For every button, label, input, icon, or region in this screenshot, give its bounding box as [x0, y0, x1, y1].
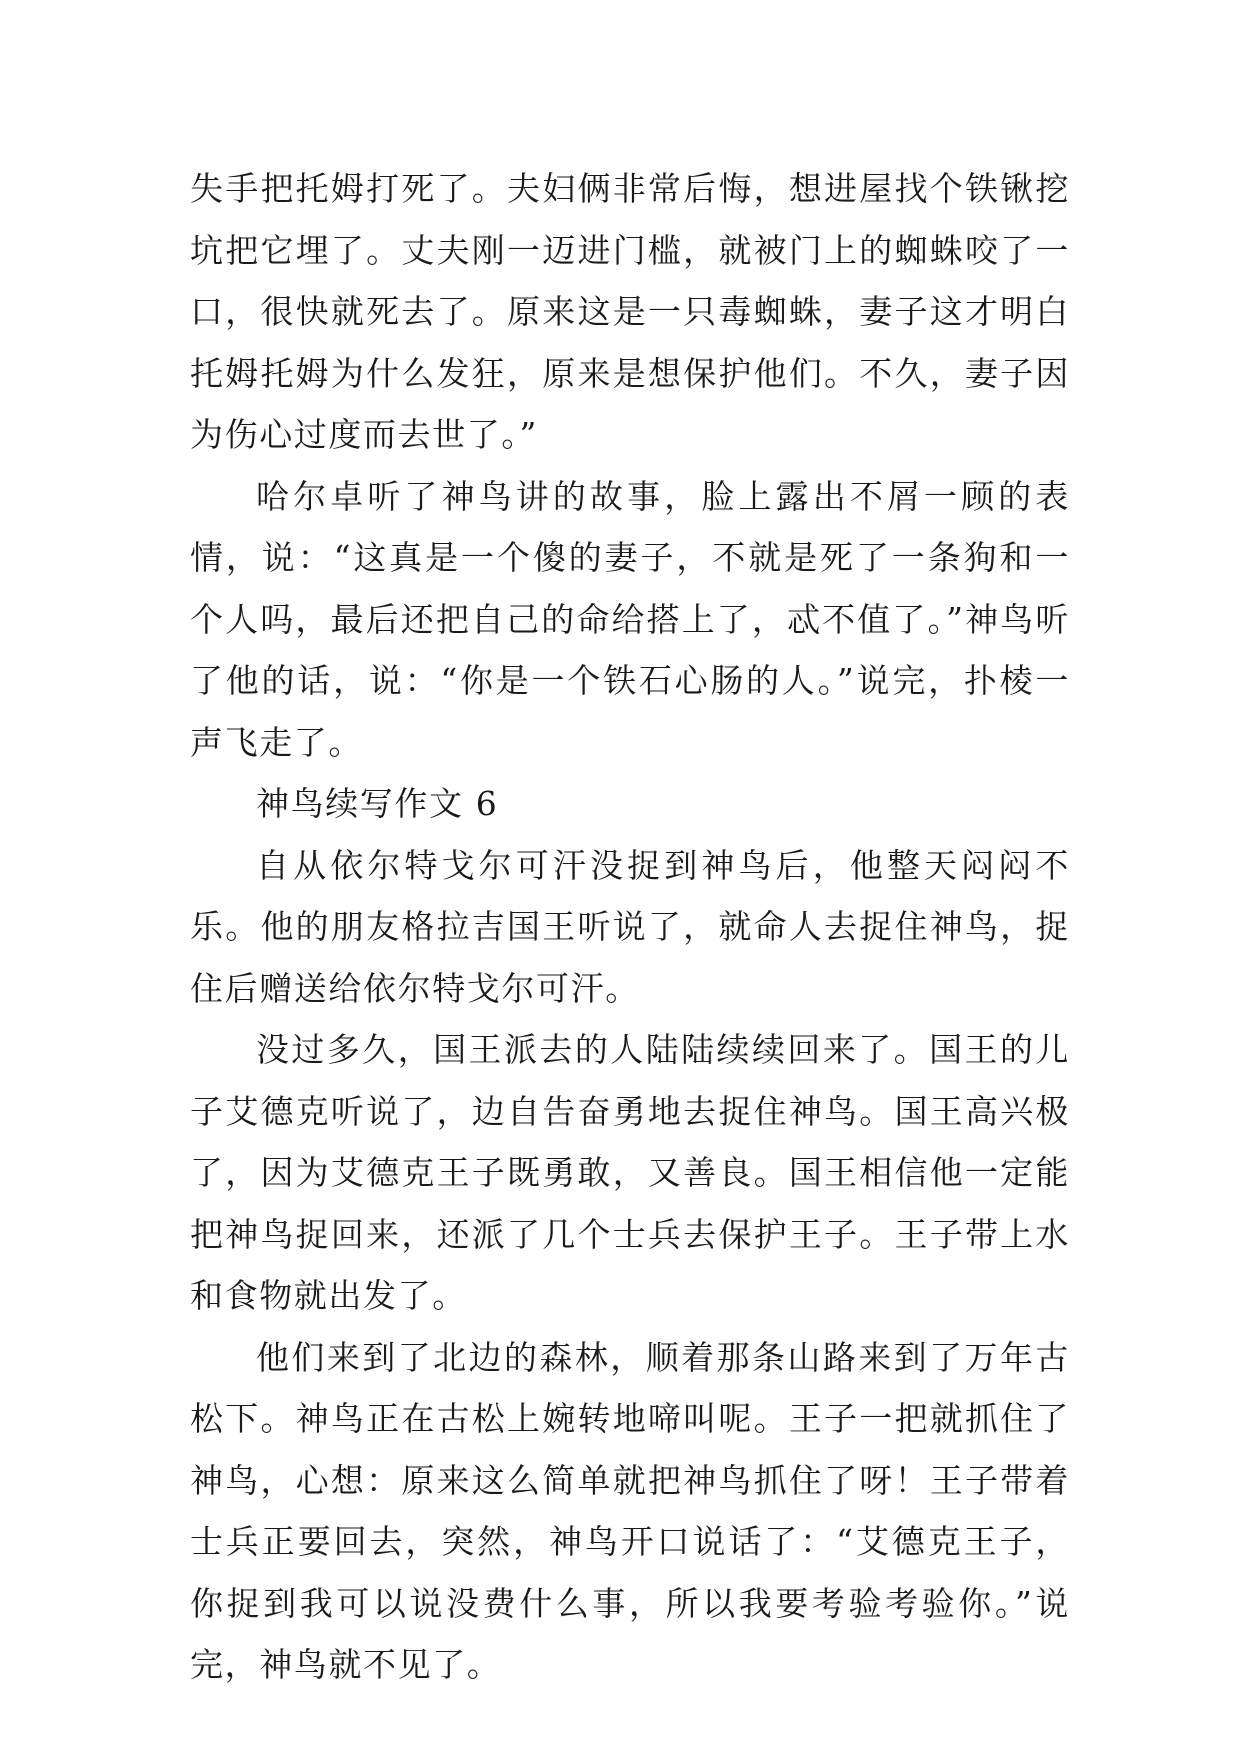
paragraph-prince: 没过多久，国王派去的人陆陆续续回来了。国王的儿子艾德克听说了，边自告奋勇地去捉住神鸟。国王高兴极了，因为艾德克王子既勇敢，又善良。国王相信他一定能把神鸟捉回来，还派了几个士兵去保护王子。王子带上水和食物就出发了。 — [190, 1030, 1070, 1315]
paragraph-continuation: 失手把托姆打死了。夫妇俩非常后悔，想进屋找个铁锹挖坑把它埋了。丈夫刚一迈进门槛，就被门上的蜘蛛咬了一口，很快就死去了。原来这是一只毒蜘蛛，妻子这才明白托姆托姆为什么发狂，原来是想保护他们。不久，妻子因为伤心过度而去世了。” — [190, 169, 1070, 454]
paragraph-forest: 他们来到了北边的森林，顺着那条山路来到了万年古松下。神鸟正在古松上婉转地啼叫呢。王子一把就抓住了神鸟，心想：原来这么简单就把神鸟抓住了呀！王子带着士兵正要回去，突然，神鸟开口说话了：“艾德克王子，你捉到我可以说没费什么事，所以我要考验考验你。”说完，神鸟就不见了。 — [190, 1337, 1070, 1684]
paragraph-khan: 自从依尔特戈尔可汗没捉到神鸟后，他整天闷闷不乐。他的朋友格拉吉国王听说了，就命人去捉住神鸟，捉住后赠送给依尔特戈尔可汗。 — [190, 845, 1070, 1008]
document-body — [190, 158, 1070, 1696]
section-heading: 神鸟续写作文 6 — [256, 784, 499, 823]
paragraph-harzhuo: 哈尔卓听了神鸟讲的故事，脸上露出不屑一顾的表情，说：“这真是一个傻的妻子，不就是死了一条狗和一个人吗，最后还把自己的命给搭上了，忒不值了。”神鸟听了他的话，说：“你是一个铁石心肠的人。”说完，扑棱一声飞走了。 — [190, 476, 1070, 762]
